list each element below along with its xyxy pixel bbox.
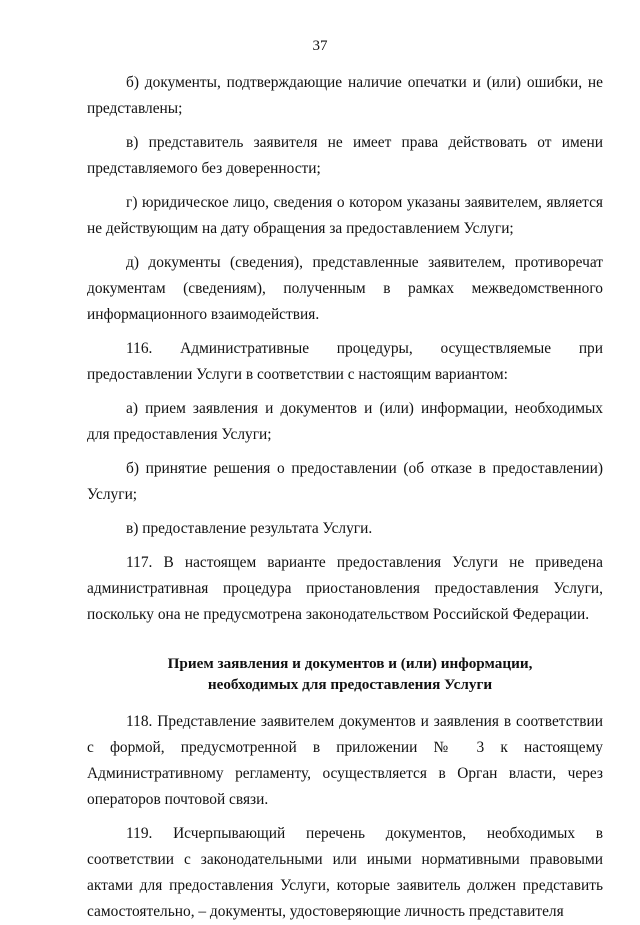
paragraph-d-contradiction: д) документы (сведения), представленные заявителем, противоречат документам (сведениям), полученным в рамках межведомственного информационного взаимодействия. (87, 254, 603, 323)
section-heading-line2: необходимых для предоставления Услуги (207, 676, 493, 693)
page-number: 37 (312, 38, 328, 54)
paragraph-119: 119. Исчерпывающий перечень документов, необходимых в соответствии с законодательными или иными нормативными правовыми актами для предоставления Услуги, которые заявитель должен представить самостоятельно, – документы, удостоверяющие личность представителя (87, 825, 603, 920)
paragraph-116: 116. Административные процедуры, осуществляемые при предоставлении Услуги в соответствии с настоящим вариантом: (87, 340, 603, 383)
section-heading-line1: Прием заявления и документов и (или) информации, (167, 655, 533, 672)
document-body (87, 70, 603, 925)
paragraph-116-v: в) предоставление результата Услуги. (126, 520, 373, 537)
paragraph-v-representative: в) представитель заявителя не имеет права действовать от имени представляемого без доверенности; (87, 134, 603, 177)
paragraph-116-a: а) прием заявления и документов и (или) информации, необходимых для предоставления Услуги; (87, 400, 603, 443)
paragraph-b-typo: б) документы, подтверждающие наличие опечатки и (или) ошибки, не представлены; (87, 74, 603, 117)
paragraph-118: 118. Представление заявителем документов и заявления в соответствии с формой, предусмотренной в приложении № 3 к настоящему Административному регламенту, осуществляется в Орган власти, через операторов почтовой связи. (87, 713, 603, 808)
paragraph-117: 117. В настоящем варианте предоставления Услуги не приведена административная процедура приостановления предоставления Услуги, поскольку она не предусмотрена законодательством Российской Федерации. (87, 554, 603, 623)
paragraph-116-b: б) принятие решения о предоставлении (об отказе в предоставлении) Услуги; (87, 460, 603, 503)
paragraph-g-legal-entity: г) юридическое лицо, сведения о котором указаны заявителем, является не действующим на дату обращения за предоставлением Услуги; (87, 194, 603, 237)
